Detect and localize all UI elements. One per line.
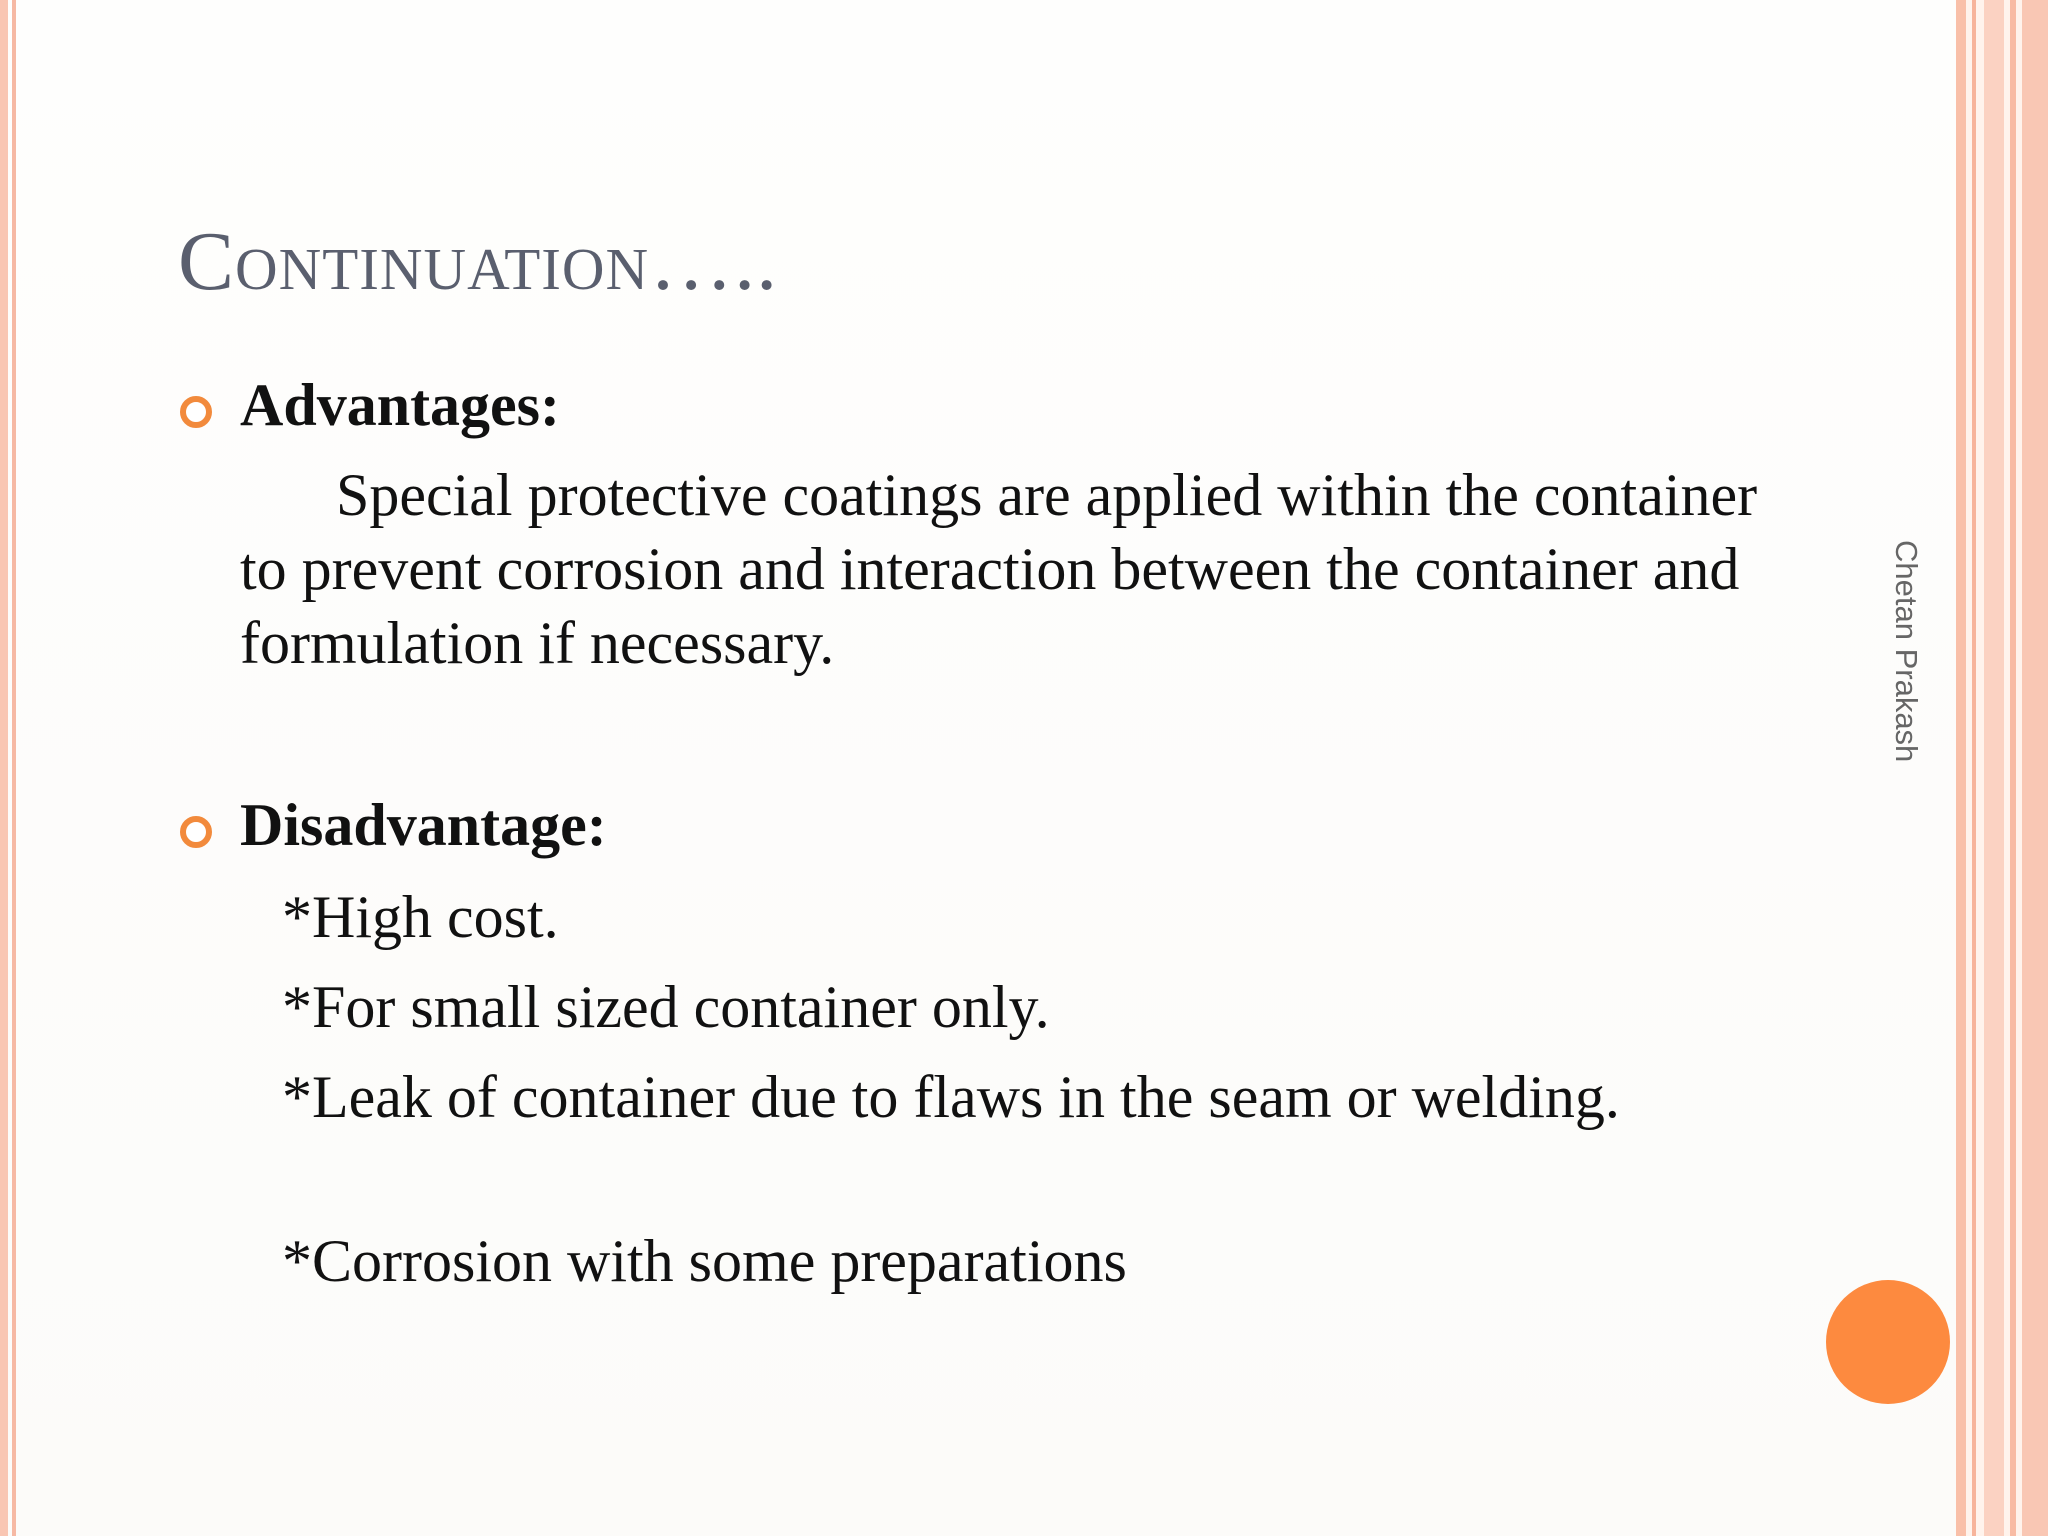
- advantages-text: Special protective coatings are applied within the container to prevent corrosion and interaction between the container and formulation if necessary.: [240, 462, 1758, 676]
- advantages-heading: Advantages:: [240, 372, 561, 438]
- right-border-stripe: [2022, 0, 2048, 1536]
- bullet-circle-icon: [180, 396, 212, 428]
- left-border-stripe-thin: [12, 0, 16, 1536]
- disadvantage-item: *For small sized container only.: [282, 974, 1050, 1040]
- right-border-stripe: [1972, 0, 1976, 1536]
- disadvantage-item: *Corrosion with some preparations: [282, 1228, 1127, 1294]
- decorative-circle: [1826, 1280, 1950, 1404]
- right-border-stripe: [1984, 0, 2004, 1536]
- disadvantage-heading: Disadvantage:: [240, 792, 607, 858]
- slide-title: Continuation…..: [178, 215, 779, 308]
- author-label: Chetan Prakash: [1889, 540, 1924, 763]
- right-border-stripe: [1956, 0, 1966, 1536]
- right-border-stripe: [2010, 0, 2016, 1536]
- bullet-circle-icon: [180, 816, 212, 848]
- left-border-stripe: [0, 0, 8, 1536]
- disadvantage-item: *Leak of container due to flaws in the seam or welding.: [282, 1064, 1620, 1130]
- disadvantage-item: *High cost.: [282, 884, 559, 950]
